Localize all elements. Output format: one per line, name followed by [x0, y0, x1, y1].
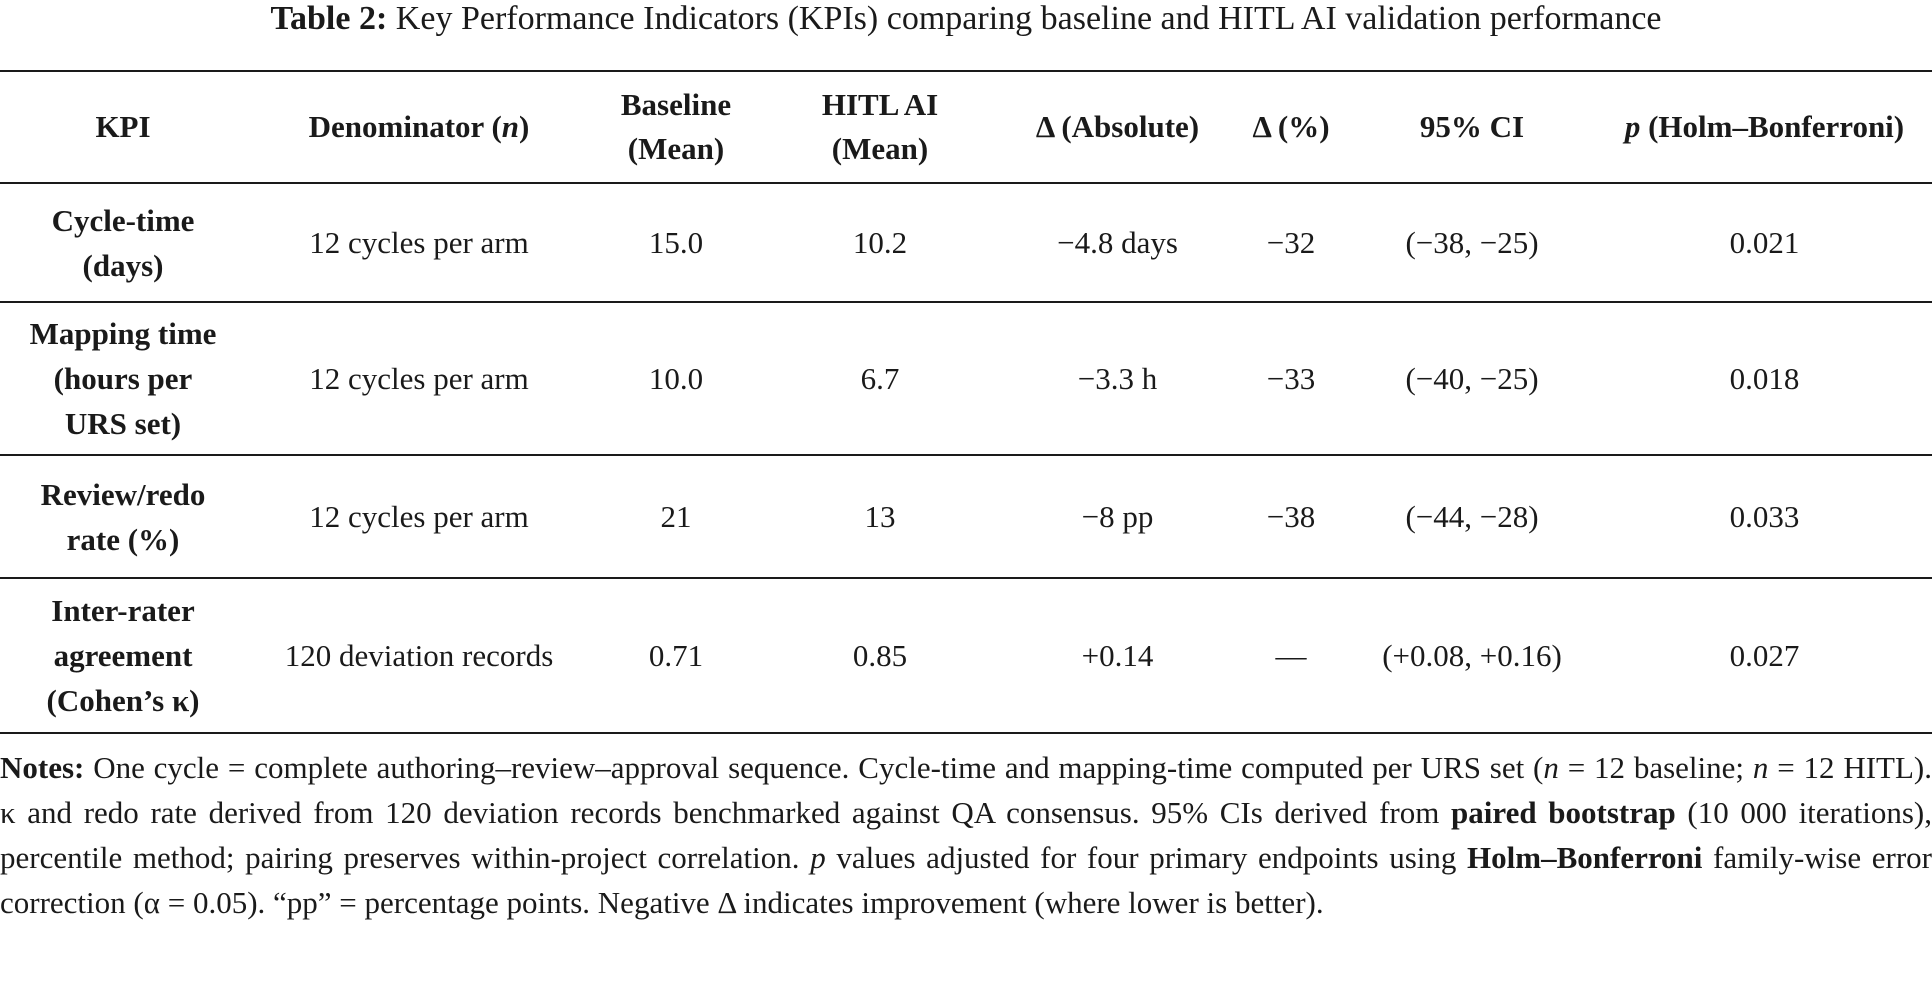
denominator-cell: 12 cycles per arm	[309, 225, 529, 260]
table-row	[0, 455, 1932, 578]
p-value-cell: 0.021	[1729, 225, 1800, 260]
header-delta-absolute: Δ (Absolute)	[1035, 109, 1200, 144]
header-row	[0, 71, 1932, 183]
baseline-cell: 0.71	[648, 638, 704, 673]
table-row	[0, 578, 1932, 733]
baseline-cell: 10.0	[648, 361, 704, 396]
hitl-cell: 0.85	[852, 638, 908, 673]
delta-absolute-cell: −3.3 h	[1077, 361, 1158, 396]
delta-percent-cell: −33	[1266, 361, 1316, 396]
header-denominator: Denominator (n)	[308, 109, 530, 144]
header-hitl: HITL AI (Mean)	[821, 87, 939, 166]
ci-cell: (+0.08, +0.16)	[1382, 638, 1562, 673]
table-row	[0, 183, 1932, 302]
hitl-cell: 6.7	[860, 361, 900, 396]
denominator-cell: 12 cycles per arm	[309, 361, 529, 396]
delta-percent-cell: −38	[1266, 499, 1316, 534]
kpi-cell: Cycle-time (days)	[51, 202, 195, 283]
delta-percent-cell: —	[1275, 638, 1307, 673]
kpi-table	[0, 70, 1932, 734]
header-p-value: p (Holm–Bonferroni)	[1624, 109, 1905, 144]
kpi-cell: Review/redo rate (%)	[40, 476, 206, 557]
denominator-cell: 120 deviation records	[284, 638, 554, 673]
notes-label: Notes:	[0, 750, 85, 785]
table-caption	[0, 0, 1932, 44]
kpi-cell: Inter-rater agreement (Cohen’s κ)	[46, 593, 200, 718]
caption-text: Key Performance Indicators (KPIs) comparing baseline and HITL AI validation performance	[387, 0, 1662, 37]
p-value-cell: 0.018	[1729, 361, 1800, 396]
p-value-cell: 0.027	[1729, 638, 1800, 673]
kpi-cell: Mapping time (hours per URS set)	[29, 316, 217, 441]
delta-absolute-cell: +0.14	[1081, 638, 1154, 673]
ci-cell: (−44, −28)	[1405, 499, 1539, 534]
caption-label: Table 2:	[270, 0, 388, 37]
delta-absolute-cell: −4.8 days	[1057, 225, 1178, 260]
header-baseline: Baseline (Mean)	[620, 87, 732, 166]
ci-cell: (−40, −25)	[1405, 361, 1539, 396]
table-notes: Notes: One cycle = complete authoring–review–approval sequence. Cycle-time and mapping-time computed per URS set (n = 12 baseline; n = 12 HITL). κ and redo rate derived from 120 deviation records benchmarked against QA consensus. 95% CIs derived from paired bootstrap (10 000 iterations), percentile method; pairing preserves within-project correlation. p values adjusted for four primary endpoints using Holm–Bonferroni family-wise error correction (α = 0.05). “pp” = percentage points. Negative Δ indicates improvement (where lower is better).	[0, 750, 1932, 920]
hitl-cell: 13	[864, 499, 896, 534]
delta-percent-cell: −32	[1266, 225, 1316, 260]
ci-cell: (−38, −25)	[1405, 225, 1539, 260]
denominator-cell: 12 cycles per arm	[309, 499, 529, 534]
baseline-cell: 15.0	[648, 225, 704, 260]
hitl-cell: 10.2	[852, 225, 908, 260]
header-ci: 95% CI	[1419, 109, 1525, 144]
header-delta-percent: Δ (%)	[1252, 109, 1330, 144]
table-row	[0, 302, 1932, 455]
p-value-cell: 0.033	[1729, 499, 1800, 534]
header-kpi: KPI	[95, 109, 151, 144]
baseline-cell: 21	[660, 499, 692, 534]
delta-absolute-cell: −8 pp	[1081, 499, 1154, 534]
